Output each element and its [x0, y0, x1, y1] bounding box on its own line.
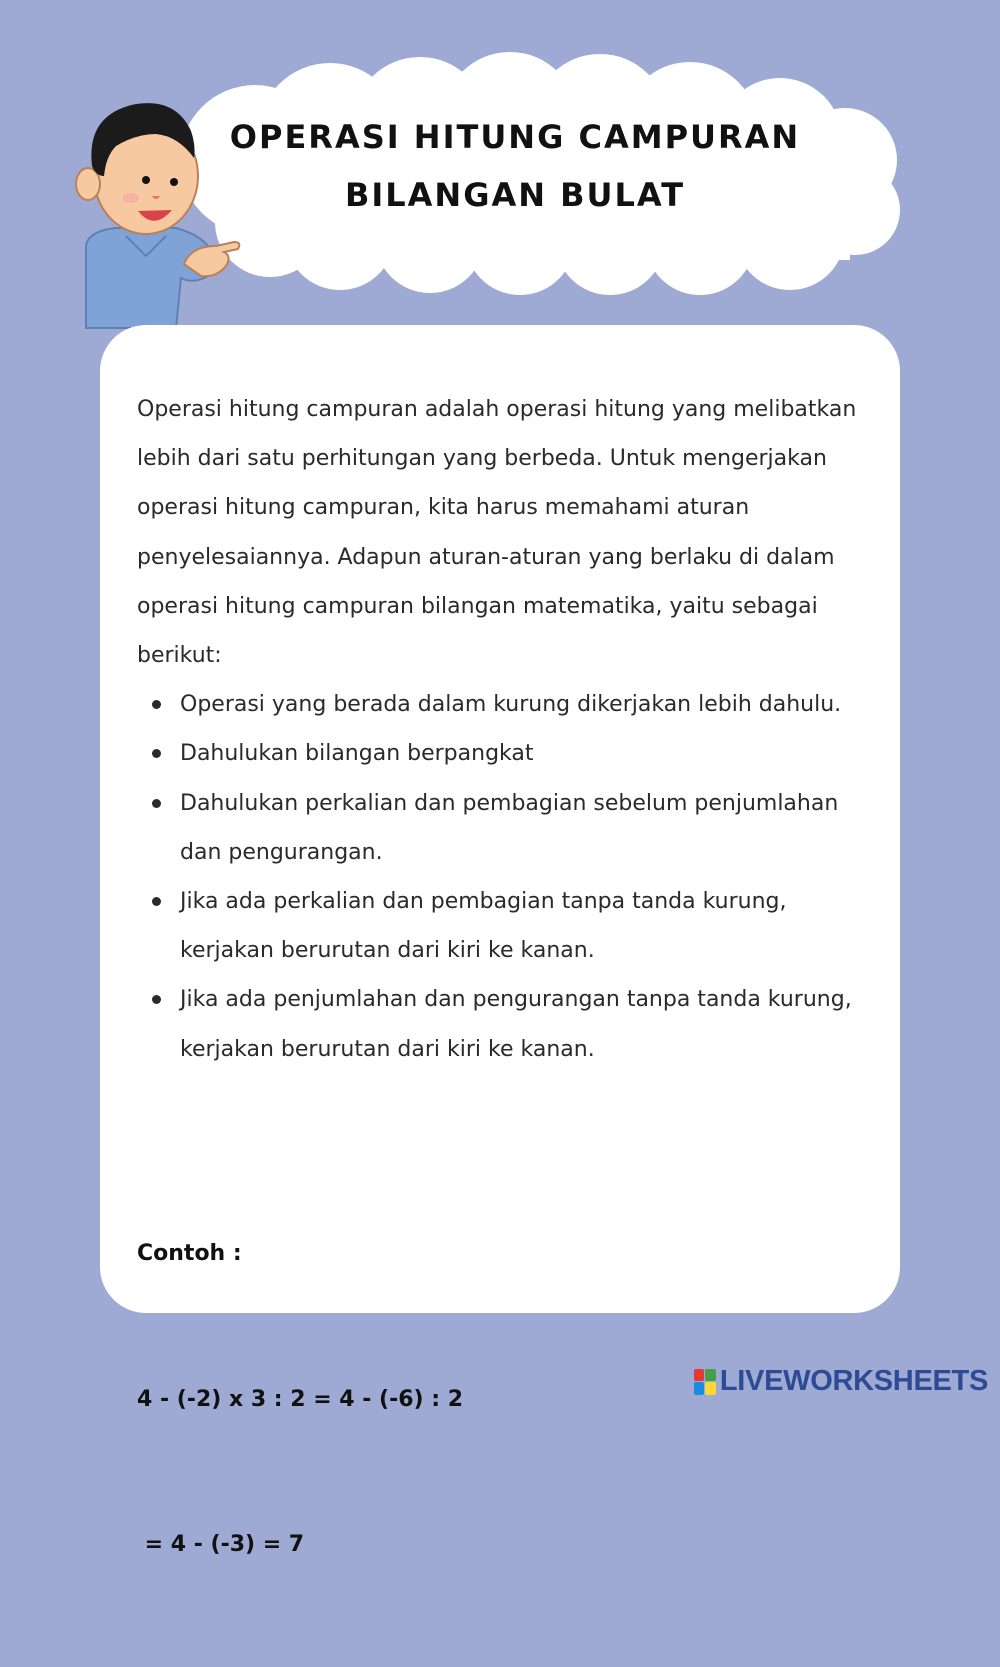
logo-text: LIVEWORKSHEETS: [719, 1365, 988, 1397]
rule-item: [137, 877, 872, 975]
bullet-icon: [152, 799, 161, 808]
rule-text: Jika ada penjumlahan dan pengurangan tanpa tanda kurung, kerjakan berurutan dari kiri ke kanan.: [180, 987, 852, 1062]
page-title: [215, 108, 815, 224]
bullet-icon: [152, 749, 161, 758]
title-line-2: BILANGAN BULAT: [344, 176, 686, 214]
bullet-icon: [152, 995, 161, 1004]
rule-item: [137, 975, 872, 1073]
example-block: [137, 1133, 463, 1667]
example-line-2: = 4 - (-3) = 7: [137, 1532, 305, 1557]
rule-text: Dahulukan perkalian dan pembagian sebelum penjumlahan dan pengurangan.: [180, 790, 839, 865]
rule-text: Operasi yang berada dalam kurung dikerjakan lebih dahulu.: [180, 692, 842, 718]
bullet-icon: [152, 700, 161, 709]
rule-text: Jika ada perkalian dan pembagian tanpa tanda kurung, kerjakan berurutan dari kiri ke kanan.: [180, 889, 787, 964]
example-line-1: 4 - (-2) x 3 : 2 = 4 - (-6) : 2: [137, 1386, 464, 1412]
pointing-boy-illustration: [66, 96, 246, 331]
rule-item: [137, 680, 872, 729]
rule-text: Dahulukan bilangan berpangkat: [180, 741, 534, 767]
example-label: Contoh :: [137, 1241, 242, 1266]
liveworksheets-logo-icon: [694, 1369, 716, 1395]
bullet-icon: [152, 897, 161, 906]
intro-paragraph: Operasi hitung campuran adalah operasi hitung yang melibatkan lebih dari satu perhitungan yang berbeda. Untuk mengerjakan operasi hitung campuran, kita harus memahami aturan penyelesaiannya. Adapun aturan-aturan yang berlaku di dalam operasi hitung campuran bilangan matematika, yaitu sebagai berikut:: [137, 397, 857, 669]
rule-item: [137, 729, 872, 778]
title-line-1: OPERASI HITUNG CAMPURAN: [229, 118, 801, 156]
rules-list: [137, 680, 872, 1074]
rule-item: [137, 779, 872, 877]
body-text: [137, 385, 872, 1074]
liveworksheets-logo: [694, 1365, 988, 1398]
